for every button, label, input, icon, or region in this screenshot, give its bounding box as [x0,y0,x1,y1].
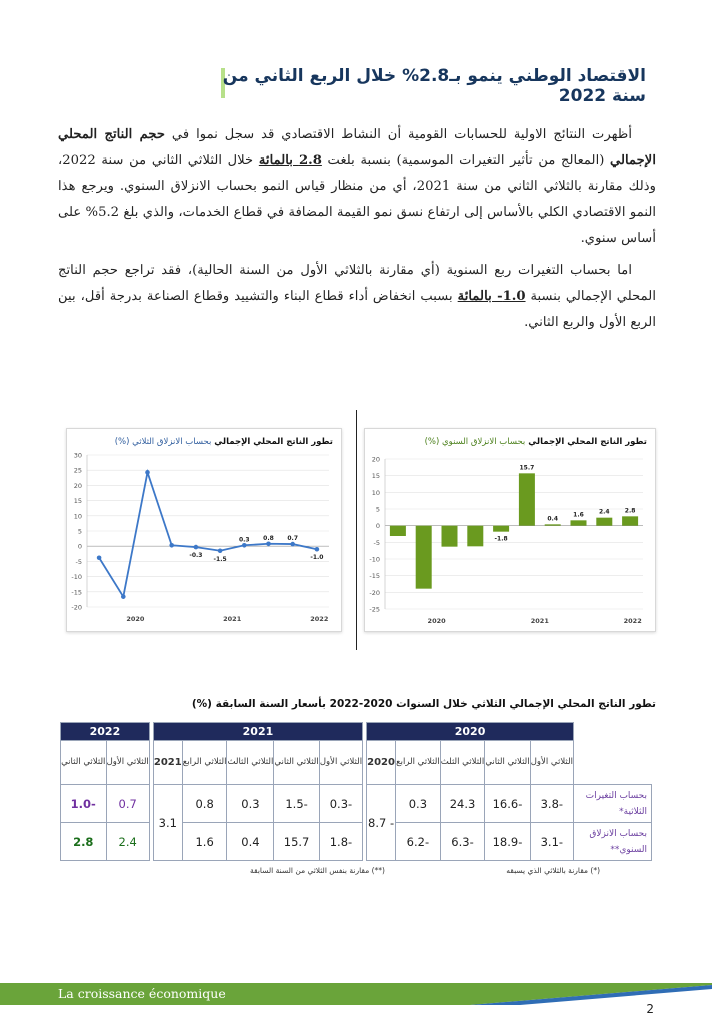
table-cell: -6.2 [396,823,441,861]
table-cell: 15.7 [274,823,319,861]
table-cell: 1.6 [182,823,227,861]
p1-highlight: 2.8 بالمائة [258,153,322,168]
line-chart-svg [67,429,341,631]
y-tick-label: 5 [375,505,380,514]
table-cell: -1.8 [319,823,362,861]
y-tick-label: 5 [77,527,82,536]
paragraph-2 [58,258,656,336]
y-tick-label: 20 [371,455,380,464]
chart-divider [356,410,357,650]
y-tick-label: -10 [369,555,380,564]
row-label-annual: بحساب الانزلاق السنوي** [574,823,652,861]
y-tick-label: 25 [73,466,82,475]
q-2022-2: الثلاثي الثاني [61,741,107,785]
table-cell: -3.1 [530,823,573,861]
note-quarterly: (*) مقارنة بالثلاثي الذي يسبقه [506,866,600,875]
x-year-label: 2021 [530,617,549,625]
q-2021-3: الثلاثي الثالث [227,741,274,785]
note-annual: (**) مقارنة بنفس الثلاثي من السنة السابقة [250,866,385,875]
bar [390,526,406,536]
bar-chart-svg [365,429,655,631]
q-2020-3: الثلاثي الثلث [440,741,485,785]
q-2021-2: الثلاثي الثاني [274,741,319,785]
q-2020-2: الثلاثي الثاني [485,741,530,785]
row-label-quarterly: بحساب التغيرات الثلاثية* [574,785,652,823]
table-title: تطور الناتج المحلي الإجمالي الثلاثي خلال السنوات 2020-2022 بأسعار السنة السابقة (%) [191,698,656,710]
page-title: الاقتصاد الوطني ينمو بـ2.8% خلال الربع الثاني من سنة 2022 [222,66,646,106]
bar [493,526,509,532]
data-label: 0.3 [238,536,250,544]
y-tick-label: -20 [369,588,380,597]
p2-text-b: بسبب انخفاض أداء قطاع البناء والتشييد وقطاع الصناعة بدرجة أقل، بين الربع الأول والربع الثاني. [58,289,656,330]
y-tick-label: -5 [373,538,380,547]
table-cell: 24.3 [440,785,485,823]
corner-cell [574,723,652,741]
y-tick-label: 30 [73,451,82,460]
table-cell: -0.3 [319,785,362,823]
table-row-annual-slide [61,823,652,861]
data-point [97,555,102,560]
data-label: 0.4 [547,515,559,523]
table-cell: 0.4 [227,823,274,861]
y-tick-label: -5 [75,557,82,566]
p2-highlight: 1.0- بالمائة [457,289,526,304]
y-tick-label: -15 [71,588,82,597]
table-cell: 2.4 [106,823,149,861]
year-header-2020: 2020 [367,723,574,741]
table-cell: -1.0 [61,785,107,823]
data-label: 0.7 [287,535,299,543]
data-label: 0.8 [263,534,274,542]
data-point [145,470,150,475]
bar [596,518,612,526]
data-label: 1.6 [573,511,584,519]
bar-chart-panel [364,428,656,632]
x-year-label: 2022 [623,617,642,625]
x-year-label: 2020 [427,617,446,625]
table-cell: -16.6 [485,785,530,823]
page-number: 2 [646,1002,654,1016]
bar [545,524,561,525]
paragraph-1 [58,122,656,252]
bar [416,526,432,589]
p1-text-c: خلال الثلاثي الثاني من سنة 2022، وذلك مقارنة بالثلاثي الثاني من سنة 2021، أي من منظار قياس النمو بحساب الانزلاق السنوي. ويرجع هذا النمو الاقتصادي الكلي بالأساس إلى ارتفاع نسق نمو القيمة المضافة في قطاع الخدمات، والذي بلغ 5.2% على أساس سنوي. [58,153,657,246]
line-chart-panel [66,428,342,632]
q-2021-1: الثلاثي الأول [319,741,362,785]
data-label: -1.8 [494,535,508,543]
year-header-2021: 2021 [153,723,362,741]
y-tick-label: 0 [77,542,82,551]
article-body [58,122,656,342]
data-label: -1.5 [213,555,227,563]
y-tick-label: -20 [71,603,82,612]
p1-text-a: أظهرت النتائج الاولية للحسابات القومية أن النشاط الاقتصادي قد سجل نموا في [165,127,632,142]
p1-text-b: (المعالج من تأثير التغيرات الموسمية) بنسبة بلغت [321,153,610,168]
data-point [194,545,199,550]
annual-value-2020: - 8.7 [367,785,396,861]
y-tick-label: 10 [73,512,82,521]
series-line [99,472,317,596]
bar [467,526,483,547]
q-2020-1: الثلاثي الأول [530,741,573,785]
y-tick-label: 20 [73,481,82,490]
year-header-2022: 2022 [61,723,150,741]
data-point [242,543,247,548]
data-point [315,547,320,552]
data-label: 15.7 [519,464,535,472]
q-2020-4: الثلاثي الرابع [396,741,441,785]
q-2021-4: الثلاثي الرابع [182,741,227,785]
p1-bold: حجم الناتج المحلي الإجمالي [58,127,656,168]
x-year-label: 2020 [126,615,145,623]
table-cell: -1.5 [274,785,319,823]
annual-head-2020: 2020 [367,741,396,785]
y-tick-label: 0 [375,522,380,531]
table-cell: -18.9 [485,823,530,861]
p2-text-a: اما بحساب التغيرات ربع السنوية (أي مقارنة بالثلاثي الأول من السنة الحالية)، فقد تراجع حجم الناتج المحلي الإجمالي بنسبة [58,263,656,304]
y-tick-label: 15 [371,472,380,481]
bar-chart-title-main: تطور الناتج المحلي الإجمالي [528,437,647,447]
annual-value-2021: 3.1 [153,785,182,861]
bar [571,520,587,525]
bar [622,516,638,525]
y-tick-label: -15 [369,572,380,581]
y-tick-label: 10 [371,488,380,497]
data-label: 2.4 [598,508,610,516]
line-chart-subtitle: بحساب الانزلاق الثلاثي (%) [114,437,212,447]
data-label: -0.3 [189,552,203,560]
table-cell: 0.7 [106,785,149,823]
footer-text: La croissance économique [58,986,226,1001]
table-cell: 0.3 [227,785,274,823]
data-label: 2.8 [624,507,636,515]
data-point [121,594,126,599]
data-point [169,543,174,548]
gdp-table [60,722,652,861]
data-point [218,548,223,553]
y-tick-label: 15 [73,497,82,506]
bar [442,526,458,547]
line-chart-title-main: تطور الناتج المحلي الإجمالي [214,437,333,447]
table-cell: -3.8 [530,785,573,823]
y-tick-label: -25 [369,605,380,614]
table-row-quarterly [61,785,652,823]
table-cell: 2.8 [61,823,107,861]
bar [519,473,535,525]
table-cell: 0.8 [182,785,227,823]
bar-chart-subtitle: بحساب الانزلاق السنوي (%) [424,437,526,447]
x-year-label: 2021 [223,615,242,623]
x-year-label: 2022 [310,615,329,623]
data-label: -1.0 [310,554,324,562]
title-wrapper [200,66,646,106]
y-tick-label: -10 [71,573,82,582]
q-2022-1: الثلاثي الأول [106,741,149,785]
table-notes [250,866,600,875]
table-cell: -6.3 [440,823,485,861]
annual-head-2021: 2021 [153,741,182,785]
table-cell: 0.3 [396,785,441,823]
